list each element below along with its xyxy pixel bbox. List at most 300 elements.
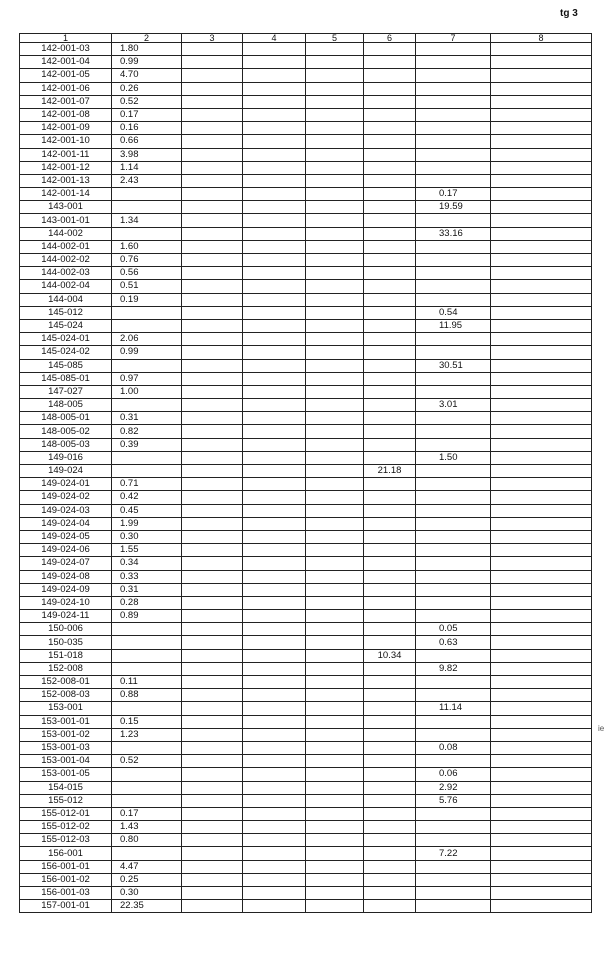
table-cell-col5 [306, 794, 364, 807]
table-cell-col8 [491, 755, 592, 768]
table-cell-col1: 149-024-01 [20, 478, 112, 491]
table-cell-col3 [182, 662, 243, 675]
table-cell-col8 [491, 557, 592, 570]
table-cell-col8 [491, 583, 592, 596]
page-number: tg 3 [560, 8, 578, 19]
table-cell-col5 [306, 715, 364, 728]
table-cell-col4 [243, 108, 306, 121]
table-cell-col3 [182, 478, 243, 491]
table-row [20, 728, 592, 741]
table-row [20, 873, 592, 886]
table-cell-col2 [112, 188, 182, 201]
table-cell-col5 [306, 108, 364, 121]
table-cell-col7 [416, 491, 491, 504]
table-cell-col2: 1.00 [112, 385, 182, 398]
table-cell-col3 [182, 860, 243, 873]
table-row [20, 596, 592, 609]
table-cell-col3 [182, 135, 243, 148]
table-cell-col1: 148-005 [20, 399, 112, 412]
table-cell-col7: 7.22 [416, 847, 491, 860]
table-cell-col5 [306, 557, 364, 570]
table-cell-col4 [243, 530, 306, 543]
table-row [20, 676, 592, 689]
table-cell-col2: 1.34 [112, 214, 182, 227]
table-cell-col2: 0.88 [112, 689, 182, 702]
table-cell-col8 [491, 412, 592, 425]
table-cell-col3 [182, 240, 243, 253]
table-cell-col1: 147-027 [20, 385, 112, 398]
table-row [20, 517, 592, 530]
table-cell-col5 [306, 43, 364, 56]
table-cell-col5 [306, 214, 364, 227]
table-cell-col2 [112, 768, 182, 781]
table-cell-col4 [243, 425, 306, 438]
table-cell-col1: 155-012-01 [20, 807, 112, 820]
table-cell-col4 [243, 676, 306, 689]
table-cell-col8 [491, 161, 592, 174]
table-cell-col6 [364, 821, 416, 834]
table-cell-col4 [243, 596, 306, 609]
table-row [20, 267, 592, 280]
table-cell-col4 [243, 227, 306, 240]
table-row [20, 649, 592, 662]
table-cell-col2 [112, 649, 182, 662]
table-cell-col5 [306, 900, 364, 913]
table-cell-col2: 1.14 [112, 161, 182, 174]
table-cell-col1: 144-004 [20, 293, 112, 306]
table-cell-col5 [306, 544, 364, 557]
table-cell-col2: 0.56 [112, 267, 182, 280]
table-cell-col3 [182, 201, 243, 214]
table-cell-col3 [182, 438, 243, 451]
table-cell-col1: 155-012-03 [20, 834, 112, 847]
table-cell-col5 [306, 82, 364, 95]
table-cell-col7 [416, 530, 491, 543]
table-cell-col7: 11.95 [416, 319, 491, 332]
table-cell-col5 [306, 741, 364, 754]
table-cell-col3 [182, 755, 243, 768]
table-cell-col3 [182, 504, 243, 517]
table-cell-col8 [491, 794, 592, 807]
table-cell-col4 [243, 623, 306, 636]
table-cell-col8 [491, 544, 592, 557]
table-cell-col5 [306, 280, 364, 293]
table-cell-col2: 0.99 [112, 346, 182, 359]
table-cell-col4 [243, 570, 306, 583]
header-row [20, 34, 592, 43]
table-row [20, 610, 592, 623]
table-row [20, 161, 592, 174]
table-cell-col2: 1.99 [112, 517, 182, 530]
table-row [20, 359, 592, 372]
table-cell-col4 [243, 728, 306, 741]
table-cell-col1: 150-035 [20, 636, 112, 649]
table-cell-col8 [491, 676, 592, 689]
table-cell-col3 [182, 794, 243, 807]
table-cell-col1: 152-008-03 [20, 689, 112, 702]
table-row [20, 346, 592, 359]
table-cell-col6 [364, 451, 416, 464]
table-row [20, 254, 592, 267]
table-cell-col1: 149-024-09 [20, 583, 112, 596]
table-cell-col4 [243, 755, 306, 768]
table-cell-col2 [112, 847, 182, 860]
table-cell-col7: 1.50 [416, 451, 491, 464]
table-cell-col1: 143-001-01 [20, 214, 112, 227]
table-cell-col8 [491, 69, 592, 82]
table-cell-col6 [364, 702, 416, 715]
table-cell-col3 [182, 108, 243, 121]
table-cell-col7 [416, 385, 491, 398]
table-cell-col7 [416, 280, 491, 293]
table-cell-col6 [364, 887, 416, 900]
table-cell-col6 [364, 214, 416, 227]
table-cell-col4 [243, 346, 306, 359]
table-cell-col4 [243, 807, 306, 820]
table-cell-col8 [491, 570, 592, 583]
table-cell-col7: 0.63 [416, 636, 491, 649]
table-row [20, 82, 592, 95]
table-cell-col4 [243, 583, 306, 596]
table-cell-col3 [182, 280, 243, 293]
table-cell-col3 [182, 873, 243, 886]
table-row [20, 319, 592, 332]
table-cell-col2: 1.55 [112, 544, 182, 557]
table-cell-col3 [182, 227, 243, 240]
table-row [20, 530, 592, 543]
table-cell-col4 [243, 161, 306, 174]
table-cell-col5 [306, 636, 364, 649]
table-cell-col3 [182, 821, 243, 834]
table-cell-col5 [306, 293, 364, 306]
table-row [20, 900, 592, 913]
table-cell-col3 [182, 596, 243, 609]
table-cell-col6 [364, 491, 416, 504]
table-cell-col6: 21.18 [364, 465, 416, 478]
table-cell-col5 [306, 887, 364, 900]
table-cell-col5 [306, 676, 364, 689]
table-cell-col6 [364, 781, 416, 794]
table-cell-col7 [416, 807, 491, 820]
table-cell-col3 [182, 465, 243, 478]
table-cell-col3 [182, 689, 243, 702]
table-cell-col8 [491, 293, 592, 306]
table-cell-col6 [364, 807, 416, 820]
table-cell-col3 [182, 728, 243, 741]
table-cell-col5 [306, 478, 364, 491]
table-row [20, 385, 592, 398]
table-cell-col7 [416, 755, 491, 768]
table-cell-col7 [416, 161, 491, 174]
table-cell-col7: 0.05 [416, 623, 491, 636]
table-cell-col8 [491, 623, 592, 636]
table-cell-col1: 144-002 [20, 227, 112, 240]
table-cell-col5 [306, 623, 364, 636]
table-row [20, 399, 592, 412]
table-cell-col1: 149-024-10 [20, 596, 112, 609]
table-cell-col7 [416, 69, 491, 82]
table-cell-col5 [306, 821, 364, 834]
table-cell-col7 [416, 583, 491, 596]
table-cell-col7 [416, 254, 491, 267]
column-header: 8 [491, 34, 592, 43]
table-cell-col3 [182, 425, 243, 438]
column-header: 5 [306, 34, 364, 43]
table-cell-col3 [182, 214, 243, 227]
table-cell-col7: 0.17 [416, 188, 491, 201]
table-cell-col2: 0.31 [112, 412, 182, 425]
table-cell-col4 [243, 781, 306, 794]
table-cell-col4 [243, 240, 306, 253]
table-cell-col5 [306, 254, 364, 267]
table-cell-col6 [364, 847, 416, 860]
table-cell-col5 [306, 56, 364, 69]
table-row [20, 188, 592, 201]
table-cell-col7 [416, 56, 491, 69]
table-cell-col5 [306, 702, 364, 715]
table-cell-col2: 0.42 [112, 491, 182, 504]
table-cell-col5 [306, 860, 364, 873]
table-cell-col5 [306, 847, 364, 860]
table-cell-col6 [364, 293, 416, 306]
table-cell-col3 [182, 122, 243, 135]
table-cell-col5 [306, 333, 364, 346]
table-cell-col6 [364, 346, 416, 359]
table-cell-col6 [364, 741, 416, 754]
table-cell-col1: 149-024-07 [20, 557, 112, 570]
table-cell-col3 [182, 847, 243, 860]
table-cell-col2 [112, 702, 182, 715]
table-cell-col6 [364, 530, 416, 543]
table-cell-col4 [243, 319, 306, 332]
table-cell-col7 [416, 873, 491, 886]
table-cell-col5 [306, 372, 364, 385]
column-header: 7 [416, 34, 491, 43]
table-row [20, 715, 592, 728]
table-cell-col7 [416, 478, 491, 491]
table-row [20, 227, 592, 240]
table-cell-col5 [306, 438, 364, 451]
table-cell-col8 [491, 122, 592, 135]
table-cell-col1: 142-001-12 [20, 161, 112, 174]
table-cell-col4 [243, 491, 306, 504]
table-cell-col6 [364, 689, 416, 702]
table-cell-col1: 152-008 [20, 662, 112, 675]
table-cell-col4 [243, 544, 306, 557]
table-row [20, 214, 592, 227]
table-row [20, 95, 592, 108]
table-cell-col1: 152-008-01 [20, 676, 112, 689]
table-cell-col2: 0.80 [112, 834, 182, 847]
table-cell-col4 [243, 557, 306, 570]
table-cell-col8 [491, 821, 592, 834]
table-cell-col3 [182, 412, 243, 425]
table-cell-col8 [491, 649, 592, 662]
table-cell-col6 [364, 108, 416, 121]
table-cell-col8 [491, 465, 592, 478]
table-cell-col5 [306, 359, 364, 372]
table-body [20, 43, 592, 913]
table-cell-col8 [491, 728, 592, 741]
table-cell-col1: 142-001-06 [20, 82, 112, 95]
table-cell-col1: 149-024 [20, 465, 112, 478]
table-cell-col4 [243, 359, 306, 372]
table-cell-col5 [306, 728, 364, 741]
table-cell-col2 [112, 306, 182, 319]
table-cell-col1: 149-024-04 [20, 517, 112, 530]
table-cell-col3 [182, 834, 243, 847]
table-cell-col6 [364, 412, 416, 425]
table-cell-col5 [306, 834, 364, 847]
table-row [20, 333, 592, 346]
table-cell-col6 [364, 372, 416, 385]
table-cell-col4 [243, 478, 306, 491]
table-cell-col2: 0.99 [112, 56, 182, 69]
table-cell-col5 [306, 755, 364, 768]
table-cell-col3 [182, 491, 243, 504]
table-cell-col3 [182, 807, 243, 820]
table-cell-col7 [416, 834, 491, 847]
table-cell-col8 [491, 267, 592, 280]
table-cell-col1: 145-085 [20, 359, 112, 372]
table-cell-col6 [364, 557, 416, 570]
table-cell-col1: 145-024-01 [20, 333, 112, 346]
table-cell-col6 [364, 56, 416, 69]
table-row [20, 702, 592, 715]
table-cell-col6 [364, 240, 416, 253]
table-cell-col1: 144-002-04 [20, 280, 112, 293]
table-row [20, 557, 592, 570]
table-cell-col7 [416, 544, 491, 557]
table-cell-col7 [416, 570, 491, 583]
table-cell-col1: 142-001-08 [20, 108, 112, 121]
table-cell-col7 [416, 425, 491, 438]
table-cell-col5 [306, 807, 364, 820]
table-cell-col4 [243, 333, 306, 346]
table-row [20, 438, 592, 451]
table-cell-col7 [416, 596, 491, 609]
table-cell-col8 [491, 847, 592, 860]
table-cell-col8 [491, 860, 592, 873]
table-cell-col1: 153-001-04 [20, 755, 112, 768]
table-cell-col5 [306, 319, 364, 332]
table-cell-col3 [182, 781, 243, 794]
table-cell-col1: 154-015 [20, 781, 112, 794]
table-cell-col4 [243, 900, 306, 913]
table-cell-col5 [306, 689, 364, 702]
table-cell-col7: 30.51 [416, 359, 491, 372]
table-cell-col5 [306, 451, 364, 464]
table-cell-col7 [416, 293, 491, 306]
table-cell-col5 [306, 240, 364, 253]
table-cell-col7 [416, 728, 491, 741]
table-cell-col1: 149-024-08 [20, 570, 112, 583]
column-header: 4 [243, 34, 306, 43]
table-cell-col6 [364, 900, 416, 913]
table-cell-col8 [491, 610, 592, 623]
table-cell-col2: 22.35 [112, 900, 182, 913]
table-cell-col8 [491, 478, 592, 491]
table-cell-col5 [306, 161, 364, 174]
table-cell-col4 [243, 821, 306, 834]
table-cell-col8 [491, 135, 592, 148]
table-cell-col2: 0.26 [112, 82, 182, 95]
table-cell-col3 [182, 333, 243, 346]
table-cell-col7 [416, 214, 491, 227]
table-cell-col7 [416, 517, 491, 530]
table-cell-col8 [491, 517, 592, 530]
table-row [20, 860, 592, 873]
table-cell-col8 [491, 254, 592, 267]
table-cell-col5 [306, 504, 364, 517]
table-cell-col6 [364, 82, 416, 95]
table-cell-col7: 5.76 [416, 794, 491, 807]
table-row [20, 834, 592, 847]
table-cell-col4 [243, 873, 306, 886]
table-cell-col4 [243, 834, 306, 847]
table-cell-col8 [491, 372, 592, 385]
table-cell-col7 [416, 465, 491, 478]
table-cell-col3 [182, 544, 243, 557]
table-cell-col6 [364, 306, 416, 319]
data-table [19, 33, 592, 913]
table-cell-col3 [182, 293, 243, 306]
table-cell-col8 [491, 451, 592, 464]
table-cell-col4 [243, 293, 306, 306]
table-cell-col7 [416, 821, 491, 834]
table-cell-col1: 153-001-05 [20, 768, 112, 781]
table-row [20, 240, 592, 253]
table-cell-col2 [112, 451, 182, 464]
table-cell-col5 [306, 201, 364, 214]
table-cell-col6 [364, 517, 416, 530]
table-cell-col4 [243, 465, 306, 478]
table-cell-col5 [306, 385, 364, 398]
table-cell-col1: 153-001-01 [20, 715, 112, 728]
table-cell-col4 [243, 438, 306, 451]
table-cell-col2 [112, 359, 182, 372]
table-cell-col3 [182, 702, 243, 715]
table-cell-col1: 145-085-01 [20, 372, 112, 385]
table-cell-col3 [182, 188, 243, 201]
table-row [20, 135, 592, 148]
table-cell-col5 [306, 781, 364, 794]
table-row [20, 69, 592, 82]
table-cell-col2: 0.16 [112, 122, 182, 135]
table-cell-col1: 142-001-03 [20, 43, 112, 56]
table-row [20, 491, 592, 504]
table-cell-col1: 155-012-02 [20, 821, 112, 834]
table-cell-col4 [243, 702, 306, 715]
table-cell-col3 [182, 319, 243, 332]
table-cell-col5 [306, 95, 364, 108]
table-cell-col5 [306, 570, 364, 583]
table-cell-col1: 149-016 [20, 451, 112, 464]
table-cell-col1: 153-001 [20, 702, 112, 715]
table-row [20, 451, 592, 464]
table-cell-col8 [491, 240, 592, 253]
table-cell-col7: 0.54 [416, 306, 491, 319]
table-cell-col2: 3.98 [112, 148, 182, 161]
table-cell-col6 [364, 570, 416, 583]
table-cell-col6 [364, 122, 416, 135]
table-cell-col4 [243, 847, 306, 860]
table-cell-col5 [306, 69, 364, 82]
table-cell-col1: 145-012 [20, 306, 112, 319]
table-cell-col5 [306, 135, 364, 148]
table-cell-col8 [491, 768, 592, 781]
table-cell-col8 [491, 319, 592, 332]
